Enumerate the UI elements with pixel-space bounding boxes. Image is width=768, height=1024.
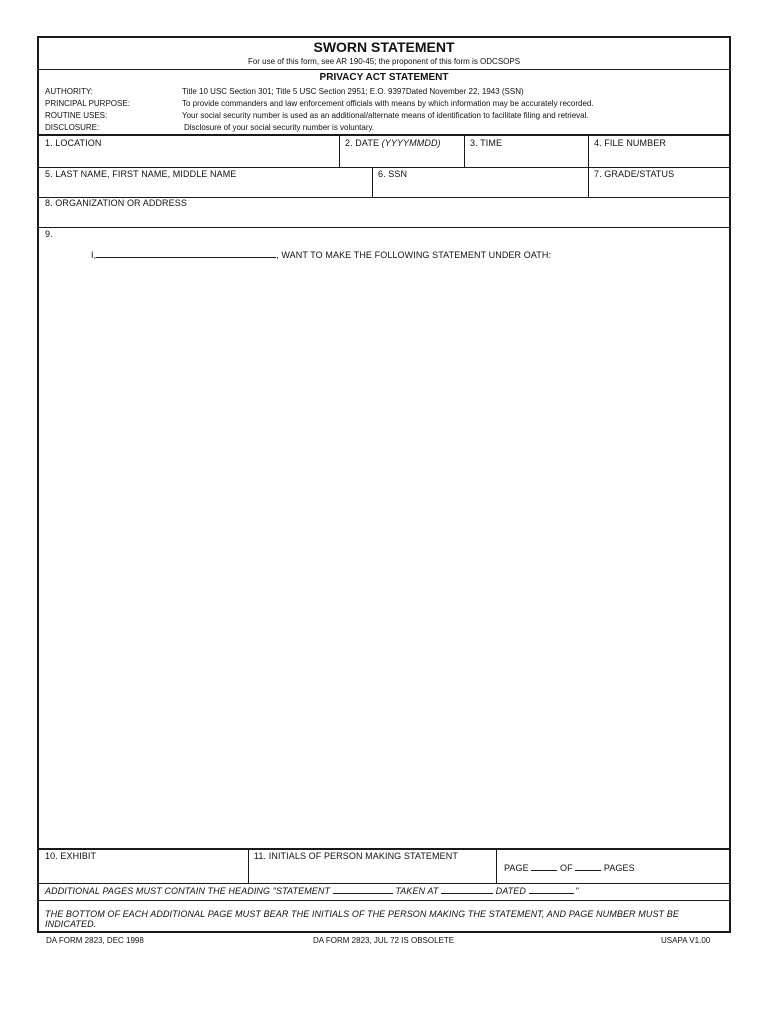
name-field[interactable]: 5. LAST NAME, FIRST NAME, MIDDLE NAME <box>45 169 237 179</box>
routine-uses-text: Your social security number is used as an additional/alternate means of identification to facilitate filing and retrieval. <box>182 111 589 120</box>
bottom-initials-note: THE BOTTOM OF EACH ADDITIONAL PAGE MUST BEAR THE INITIALS OF THE PERSON MAKING THE STATEMENT, AND PAGE NUMBER MUST BE INDICATED. <box>45 909 679 929</box>
oath-suffix: , WANT TO MAKE THE FOLLOWING STATEMENT UNDER OATH: <box>276 250 552 260</box>
date-format-hint: (YYYYMMDD) <box>381 138 441 148</box>
disclosure-label: DISCLOSURE: <box>45 123 100 132</box>
oath-prefix: I, <box>91 250 97 260</box>
organization-field[interactable]: 8. ORGANIZATION OR ADDRESS <box>45 198 187 208</box>
principal-purpose-text: To provide commanders and law enforcement officials with means by which information may be accurately recorded. <box>182 99 594 108</box>
pages-label: PAGES <box>603 863 635 873</box>
obsolete-note: DA FORM 2823, JUL 72 IS OBSOLETE <box>313 936 455 945</box>
form-subtitle: For use of this form, see AR 190-45; the proponent of this form is ODCSOPS <box>247 57 521 66</box>
note-taken-at-blank <box>441 893 493 894</box>
page-number-blank[interactable] <box>531 870 557 871</box>
total-pages-blank[interactable] <box>575 870 601 871</box>
time-field[interactable]: 3. TIME <box>470 138 503 148</box>
additional-pages-note <box>45 886 579 896</box>
date-label: 2. DATE <box>345 138 380 148</box>
exhibit-field[interactable]: 10. EXHIBIT <box>45 851 97 861</box>
date-field[interactable] <box>345 138 441 148</box>
oath-line <box>91 250 551 260</box>
form-id: DA FORM 2823, DEC 1998 <box>46 936 144 945</box>
of-label: OF <box>559 863 573 873</box>
location-field[interactable]: 1. LOCATION <box>45 138 102 148</box>
principal-purpose-label: PRINCIPAL PURPOSE: <box>45 99 130 108</box>
note-heading-part-4: ." <box>572 886 579 896</box>
file-number-field[interactable]: 4. FILE NUMBER <box>594 138 666 148</box>
routine-uses-label: ROUTINE USES: <box>45 111 108 120</box>
sworn-statement-form <box>37 36 731 933</box>
initials-field[interactable]: 11. INITIALS OF PERSON MAKING STATEMENT <box>254 851 458 861</box>
disclosure-text: Disclosure of your social security number is voluntary. <box>184 123 375 132</box>
authority-text: Title 10 USC Section 301; Title 5 USC Section 2951; E.O. 9397Dated November 22, 1943 (SSN) <box>182 87 524 96</box>
page-label: PAGE <box>504 863 529 873</box>
note-heading-part-1: ADDITIONAL PAGES MUST CONTAIN THE HEADING "STATEMENT <box>45 886 331 896</box>
note-statement-blank <box>333 893 393 894</box>
authority-label: AUTHORITY: <box>45 87 94 96</box>
grade-status-field[interactable]: 7. GRADE/STATUS <box>594 169 675 179</box>
item-9-label: 9. <box>45 229 53 239</box>
note-heading-part-2: TAKEN AT <box>395 886 439 896</box>
version-label: USAPA V1.00 <box>661 936 711 945</box>
note-dated-blank <box>529 893 573 894</box>
page-count <box>504 863 635 873</box>
ssn-field[interactable]: 6. SSN <box>378 169 408 179</box>
note-heading-part-3: DATED <box>495 886 527 896</box>
statement-body-area[interactable] <box>41 268 729 846</box>
form-title: SWORN STATEMENT <box>313 39 455 55</box>
privacy-act-title: PRIVACY ACT STATEMENT <box>319 72 449 83</box>
statement-name-blank[interactable] <box>96 257 276 258</box>
